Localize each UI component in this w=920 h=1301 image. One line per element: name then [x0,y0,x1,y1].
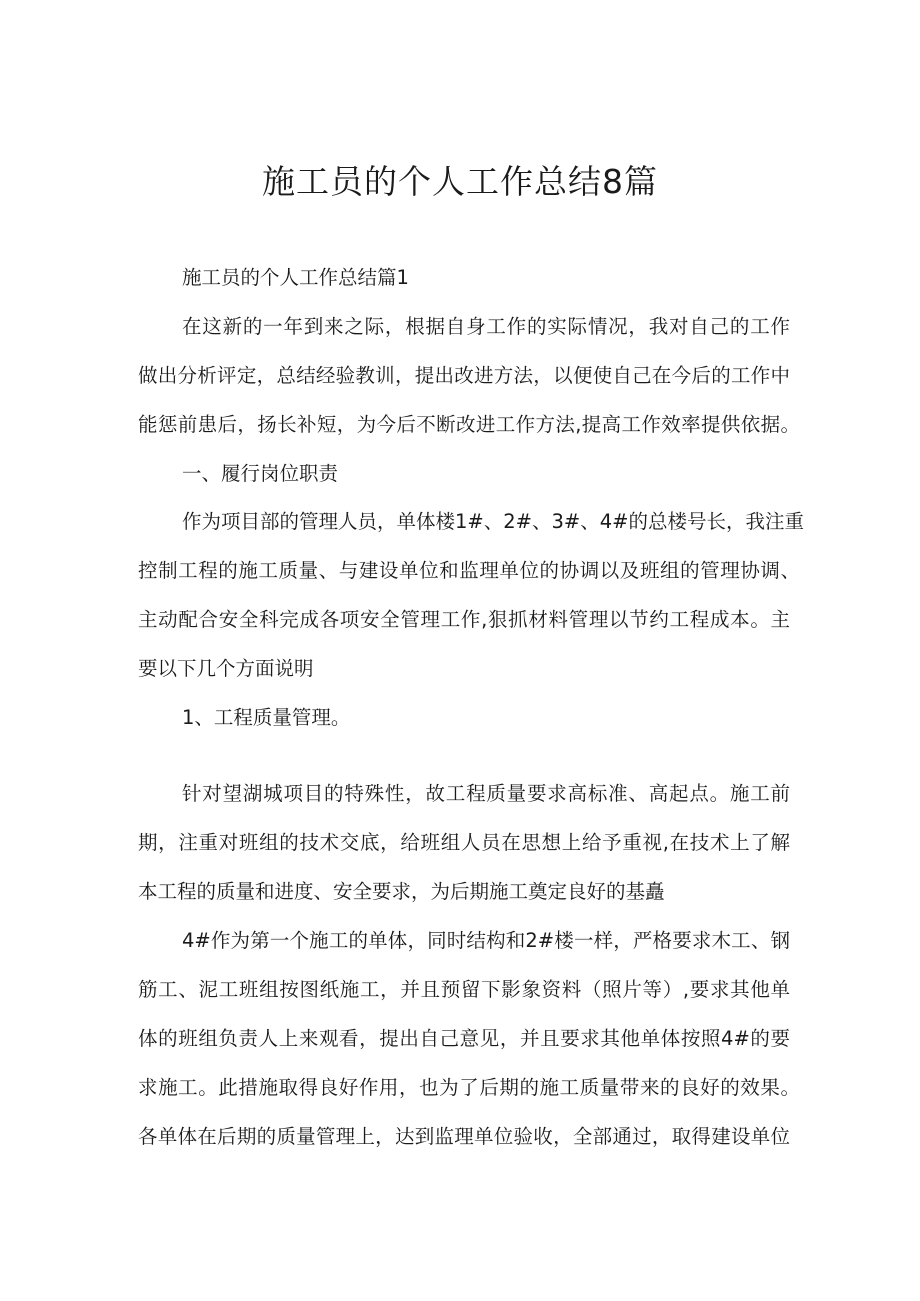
paragraph-line [182,927,790,955]
paragraph-text: 主动配合安全科完成各项安全管理工作,狠抓材料管理以节约工程成本。主 [138,608,790,631]
paragraph-line [138,829,790,857]
paragraph-text: 筋工、泥工班组按图纸施工，并且预留下影象资料（照片等）,要求其他单 [138,978,790,1001]
paragraph-text: 针对望湖城项目的特殊性，故工程质量要求高标准、高起点。施工前 [182,782,790,805]
paragraph-line [138,1025,790,1053]
paragraph-text: 4#作为第一个施工的单体，同时结构和2#楼一样，严格要求木工、钢 [182,929,790,952]
section-heading: 施工员的个人工作总结篇1 [182,266,409,289]
paragraph-line: 要以下几个方面说明 [138,657,314,680]
paragraph-text: 体的班组负责人上来观看，提出自己意见，并且要求其他单体按照4#的要 [138,1027,790,1050]
paragraph-line [138,1074,800,1102]
paragraph-text: 期，注重对班组的技术交底，给班组人员在思想上给予重视,在技术上了解 [138,831,790,854]
section-heading: 一、履行岗位职责 [182,462,339,485]
paragraph-line [138,557,800,585]
paragraph-text: 各单体在后期的质量管理上，达到监理单位验收，全部通过，取得建设单位 [138,1125,790,1148]
paragraph-line [182,313,790,341]
paragraph-line [182,780,790,808]
paragraph-text: 作为项目部的管理人员，单体楼1#、2#、3#、4#的总楼号长，我注重 [182,510,804,533]
paragraph-line: 本工程的质量和进度、安全要求，为后期施工奠定良好的基矗 [138,880,665,903]
paragraph-line [138,1123,790,1151]
paragraph-line [182,508,804,536]
subsection-heading: 1、工程质量管理。 [182,706,351,729]
document-title: 施工员的个人工作总结8篇 [262,162,658,201]
paragraph-text: 求施工。此措施取得良好作用，也为了后期的施工质量带来的良好的效果。 [138,1076,800,1099]
paragraph-text: 在这新的一年到来之际，根据自身工作的实际情况，我对自己的工作 [182,315,790,338]
paragraph-line [138,362,790,390]
paragraph-text: 能惩前患后，扬长补短，为今后不断改进工作方法,提高工作效率提供依据。 [138,413,800,436]
paragraph-line [138,606,790,634]
paragraph-line [138,976,790,1004]
paragraph-text: 做出分析评定，总结经验教训，提出改进方法，以便使自己在今后的工作中 [138,364,790,387]
paragraph-text: 控制工程的施工质量、与建设单位和监理单位的协调以及班组的管理协调、 [138,559,800,582]
paragraph-line [138,411,800,439]
